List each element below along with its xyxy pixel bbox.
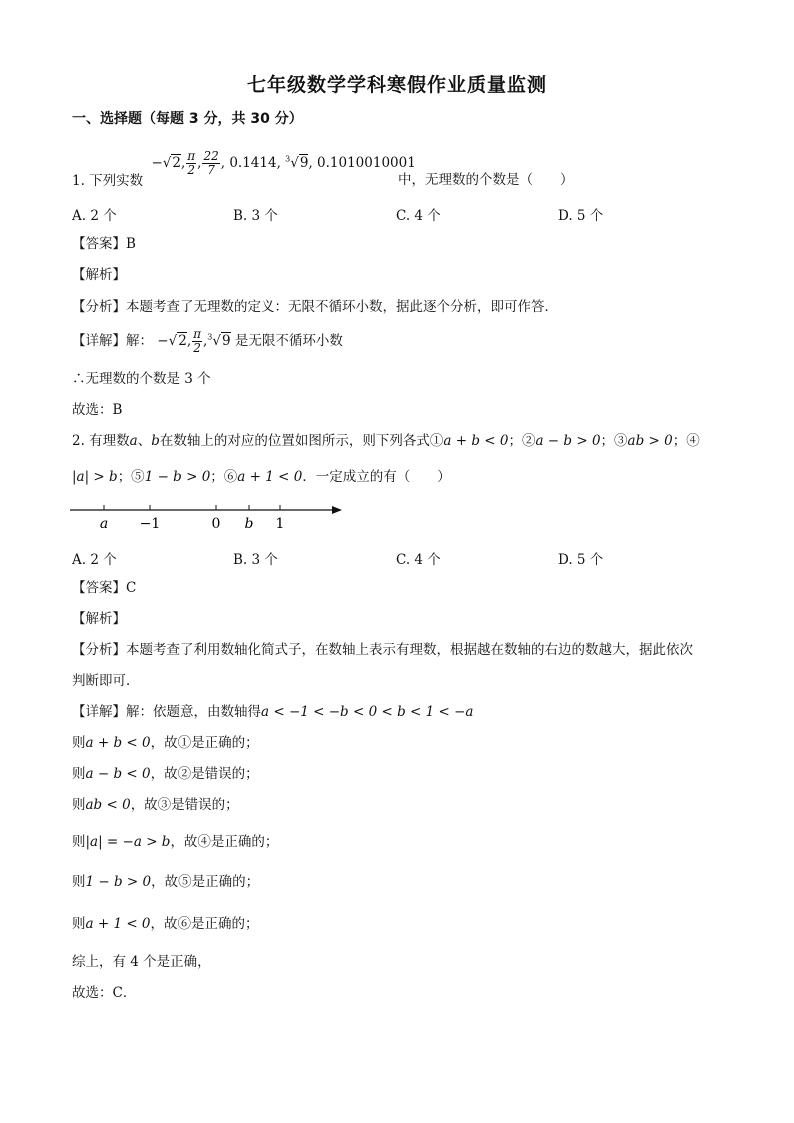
q2-step-1: 则a + b < 0，故①是正确的； [72,735,259,751]
number-line-arrow [332,506,342,514]
q1-analysis-tag: 【解析】 [72,267,126,283]
cbrt-9: 9 [299,155,309,171]
q1-detail: 【详解】解： −√2, $\frac{\pi}{2}$ ,$^3$√9 是无限不循环小数 [72,327,343,355]
q2-step-4: 则|a| = −a > b，故④是正确的； [72,834,279,850]
q2-detail: 【详解】解：依题意，由数轴得a < −1 < −b < 0 < b < 1 < −a [72,704,474,720]
q1-option-d: D. 5 个 [558,208,604,224]
q2-analysis-tag: 【解析】 [72,611,126,627]
q1-therefore: ∴无理数的个数是 3 个 [72,371,211,387]
q2-step-2: 则a − b < 0，故②是错误的； [72,766,259,782]
q2-stem-line2: |a| > b；⑤1 − b > 0；⑥a + 1 < 0．一定成立的有（ ） [72,469,451,485]
q2-choose: 故选：C． [72,985,137,1001]
page-title: 七年级数学学科寒假作业质量监测 [246,74,547,96]
number-line-figure [66,498,356,532]
q2-option-c: C. 4 个 [396,552,441,568]
q1-prefix: 1. 下列实数 [72,173,144,189]
fraction-22-over-7: $\frac{22}{7}$ [203,149,219,177]
q1-fenxi: 【分析】本题考查了无理数的定义：无限不循环小数，据此逐个分析，即可作答． [72,299,558,315]
q2-option-a: A. 2 个 [72,552,117,568]
q2-fenxi-line1: 【分析】本题考查了利用数轴化简式子，在数轴上表示有理数，根据越在数轴的右边的数越大，据此依次 [72,642,693,658]
q2-fenxi-line2: 判断即可． [72,673,140,689]
label-b: b [244,516,254,532]
label-0: 0 [211,516,221,532]
q1-detail-expression: −√2, $\frac{\pi}{2}$ ,$^3$√9 [157,327,231,355]
fraction-pi-over-2: $\frac{\pi}{2}$ [187,149,196,177]
label-1: 1 [275,516,285,532]
q2-summary: 综上，有 4 个是正确， [72,954,211,970]
q1-choose: 故选：B [72,402,123,418]
q1-option-a: A. 2 个 [72,208,117,224]
q2-step-6: 则a + 1 < 0，故⑥是正确的； [72,916,259,932]
label-neg1: −1 [139,516,161,532]
label-a: a [99,516,109,532]
q2-option-d: D. 5 个 [558,552,604,568]
q1-option-b: B. 3 个 [233,208,278,224]
q1-expression: −√2, $\frac{\pi}{2}$ , $\frac{22}{7}$ , 0.1414, $^3$√9, 0.1010010001 [151,149,416,177]
q2-step-3: 则ab < 0，故③是错误的； [72,797,239,813]
sqrt-2: 2 [172,155,181,171]
section-heading: 一、选择题（每题 3 分，共 30 分） [72,111,303,127]
q1-option-c: C. 4 个 [396,208,441,224]
q1-stem [72,150,416,190]
q2-option-b: B. 3 个 [233,552,278,568]
q2-answer: 【答案】C [72,580,137,596]
q2-step-5: 则1 − b > 0，故⑤是正确的； [72,874,260,890]
q2-stem-line1: 2. 有理数a、b在数轴上的对应的位置如图所示，则下列各式①a + b < 0；②a − b > 0；③ab > 0；④ [72,433,700,449]
q1-suffix: 中，无理数的个数是（ ） [398,172,574,188]
q1-answer: 【答案】B [72,236,136,252]
